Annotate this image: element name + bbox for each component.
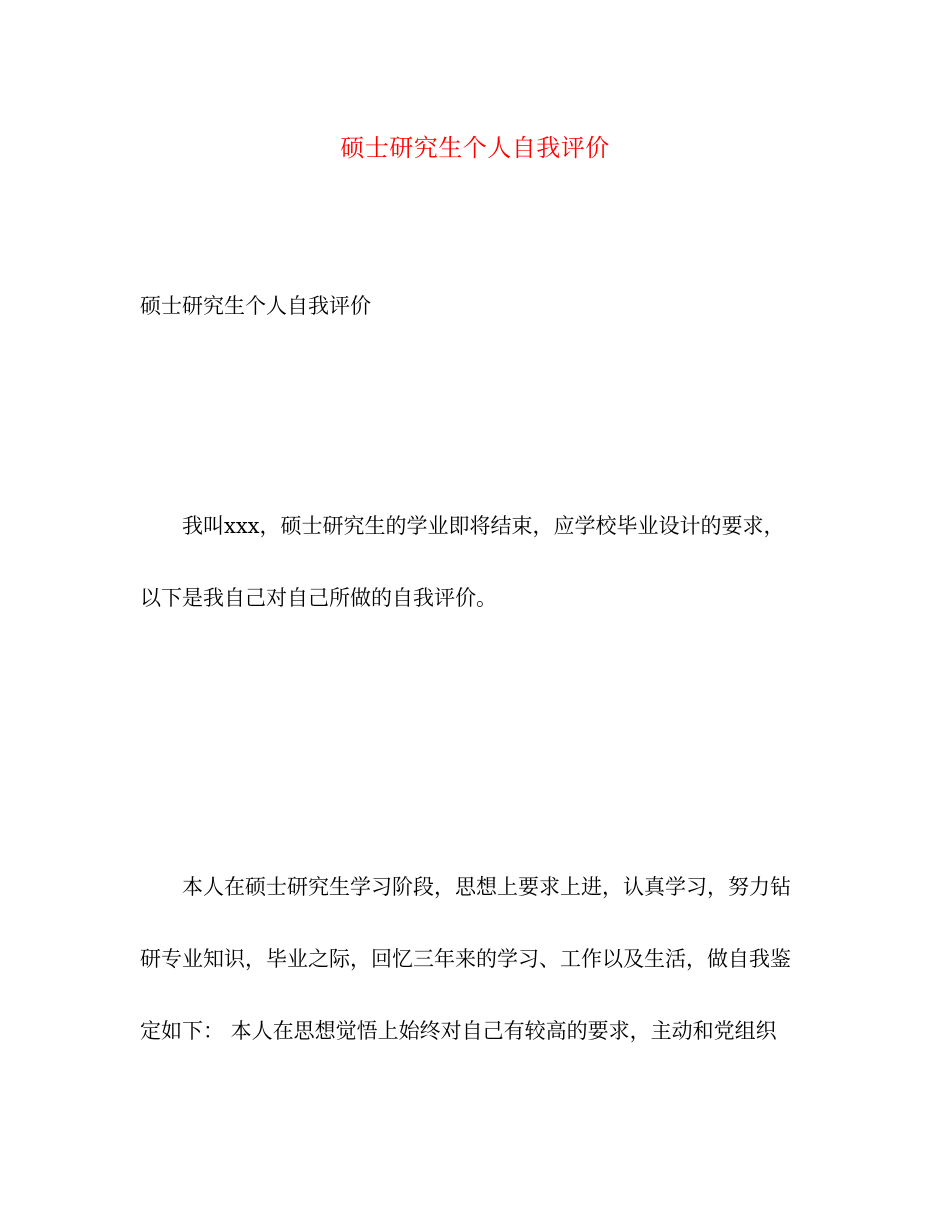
paragraph-line: 以下是我自己对自己所做的自我评价。: [140, 586, 497, 610]
paragraph-line: 本人在硕士研究生学习阶段，思想上要求上进，认真学习，努力钻: [182, 875, 791, 899]
paragraph-line: 我叫xxx，硕士研究生的学业即将结束，应学校毕业设计的要求，: [182, 514, 785, 538]
document-subtitle: 硕士研究生个人自我评价: [140, 294, 371, 318]
document-title: 硕士研究生个人自我评价: [340, 134, 610, 162]
paragraph-line: 定如下： 本人在思想觉悟上始终对自己有较高的要求，主动和党组织: [140, 1019, 777, 1043]
paragraph-line: 研专业知识，毕业之际，回忆三年来的学习、工作以及生活，做自我鉴: [140, 947, 791, 971]
